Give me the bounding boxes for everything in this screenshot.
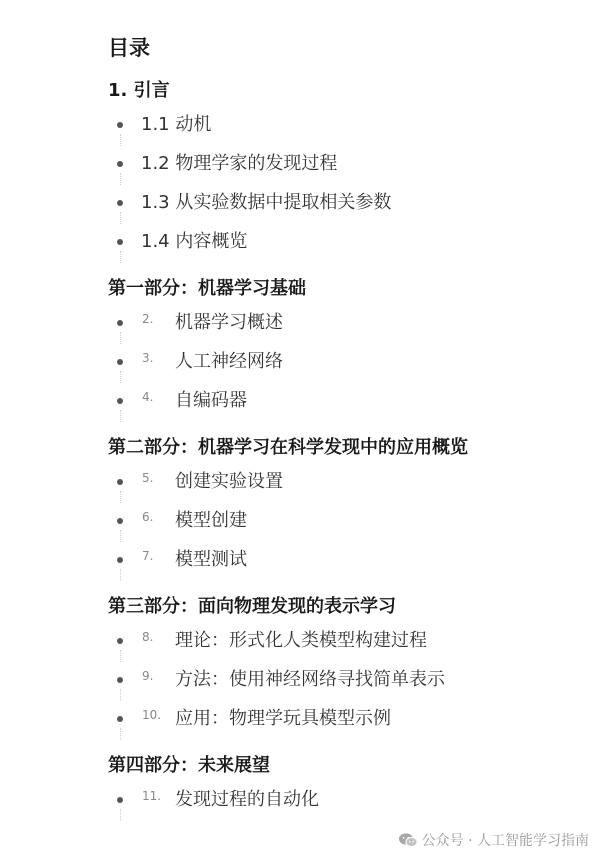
- toc-item[interactable]: [108, 112, 588, 151]
- toc-item-label[interactable]: 人工神经网络: [175, 351, 283, 372]
- toc-item[interactable]: [108, 229, 588, 268]
- bullet-icon: [117, 161, 123, 167]
- toc-item[interactable]: [108, 508, 588, 547]
- wechat-icon: [398, 832, 418, 848]
- toc-item[interactable]: [108, 469, 588, 508]
- toc-item-number: 2.: [142, 312, 154, 326]
- toc-item-number: 9.: [142, 669, 154, 683]
- watermark-text: 公众号 · 人工智能学习指南: [421, 833, 589, 849]
- guide-line: [120, 689, 121, 701]
- toc-item-label[interactable]: 1.4 内容概览: [141, 231, 248, 252]
- toc-item-number: 10.: [142, 708, 162, 722]
- toc-item[interactable]: [108, 310, 588, 349]
- guide-line: [120, 809, 121, 821]
- toc-list-part3: [108, 628, 588, 745]
- bullet-icon: [117, 638, 123, 644]
- toc-item[interactable]: [108, 151, 588, 190]
- bullet-icon: [117, 320, 123, 326]
- bullet-icon: [117, 398, 123, 404]
- toc-container: [108, 36, 588, 836]
- toc-item-label[interactable]: 方法：使用神经网络寻找简单表示: [175, 669, 445, 690]
- section-heading-part4: 第四部分：未来展望: [108, 755, 270, 776]
- toc-item-number: 5.: [142, 471, 154, 485]
- guide-line: [120, 569, 121, 581]
- section-heading-intro: 1. 引言: [108, 80, 170, 101]
- guide-line: [120, 728, 121, 740]
- section-heading-part3: 第三部分：面向物理发现的表示学习: [108, 596, 396, 617]
- bullet-icon: [117, 797, 123, 803]
- toc-item-label[interactable]: 应用：物理学玩具模型示例: [175, 708, 391, 729]
- bullet-icon: [117, 479, 123, 485]
- toc-item-label[interactable]: 自编码器: [175, 390, 247, 411]
- toc-item[interactable]: [108, 667, 588, 706]
- toc-item-number: 11.: [142, 789, 162, 803]
- guide-line: [120, 134, 121, 146]
- toc-item-label[interactable]: 1.2 物理学家的发现过程: [141, 153, 338, 174]
- page-title: 目录: [108, 36, 150, 60]
- guide-line: [120, 251, 121, 263]
- toc-item-label[interactable]: 理论：形式化人类模型构建过程: [175, 630, 427, 651]
- toc-item[interactable]: [108, 628, 588, 667]
- toc-item-number: 8.: [142, 630, 154, 644]
- guide-line: [120, 332, 121, 344]
- toc-item-number: 3.: [142, 351, 154, 365]
- guide-line: [120, 371, 121, 383]
- guide-line: [120, 212, 121, 224]
- bullet-icon: [117, 557, 123, 563]
- toc-item-label[interactable]: 创建实验设置: [175, 471, 283, 492]
- toc-item-label[interactable]: 模型创建: [175, 510, 247, 531]
- toc-item-number: 7.: [142, 549, 154, 563]
- toc-item-label[interactable]: 模型测试: [175, 549, 247, 570]
- guide-line: [120, 410, 121, 422]
- toc-item[interactable]: [108, 190, 588, 229]
- guide-line: [120, 491, 121, 503]
- toc-item-label[interactable]: 机器学习概述: [175, 312, 283, 333]
- guide-line: [120, 173, 121, 185]
- section-heading-part2: 第二部分：机器学习在科学发现中的应用概览: [108, 437, 468, 458]
- toc-item[interactable]: [108, 388, 588, 427]
- toc-list-part4: [108, 787, 588, 826]
- toc-item[interactable]: [108, 787, 588, 826]
- toc-item[interactable]: [108, 547, 588, 586]
- bullet-icon: [117, 239, 123, 245]
- toc-item-label[interactable]: 发现过程的自动化: [175, 789, 319, 810]
- toc-list-part1: [108, 310, 588, 427]
- bullet-icon: [117, 359, 123, 365]
- bullet-icon: [117, 716, 123, 722]
- watermark: [398, 830, 589, 850]
- toc-list-intro: [108, 112, 588, 268]
- bullet-icon: [117, 122, 123, 128]
- toc-item-number: 6.: [142, 510, 154, 524]
- toc-item-label[interactable]: 1.3 从实验数据中提取相关参数: [141, 192, 392, 213]
- guide-line: [120, 650, 121, 662]
- toc-list-part2: [108, 469, 588, 586]
- bullet-icon: [117, 518, 123, 524]
- guide-line: [120, 530, 121, 542]
- toc-item-label[interactable]: 1.1 动机: [141, 114, 212, 135]
- toc-item[interactable]: [108, 706, 588, 745]
- bullet-icon: [117, 677, 123, 683]
- toc-item-number: 4.: [142, 390, 154, 404]
- section-heading-part1: 第一部分：机器学习基础: [108, 278, 306, 299]
- toc-item[interactable]: [108, 349, 588, 388]
- bullet-icon: [117, 200, 123, 206]
